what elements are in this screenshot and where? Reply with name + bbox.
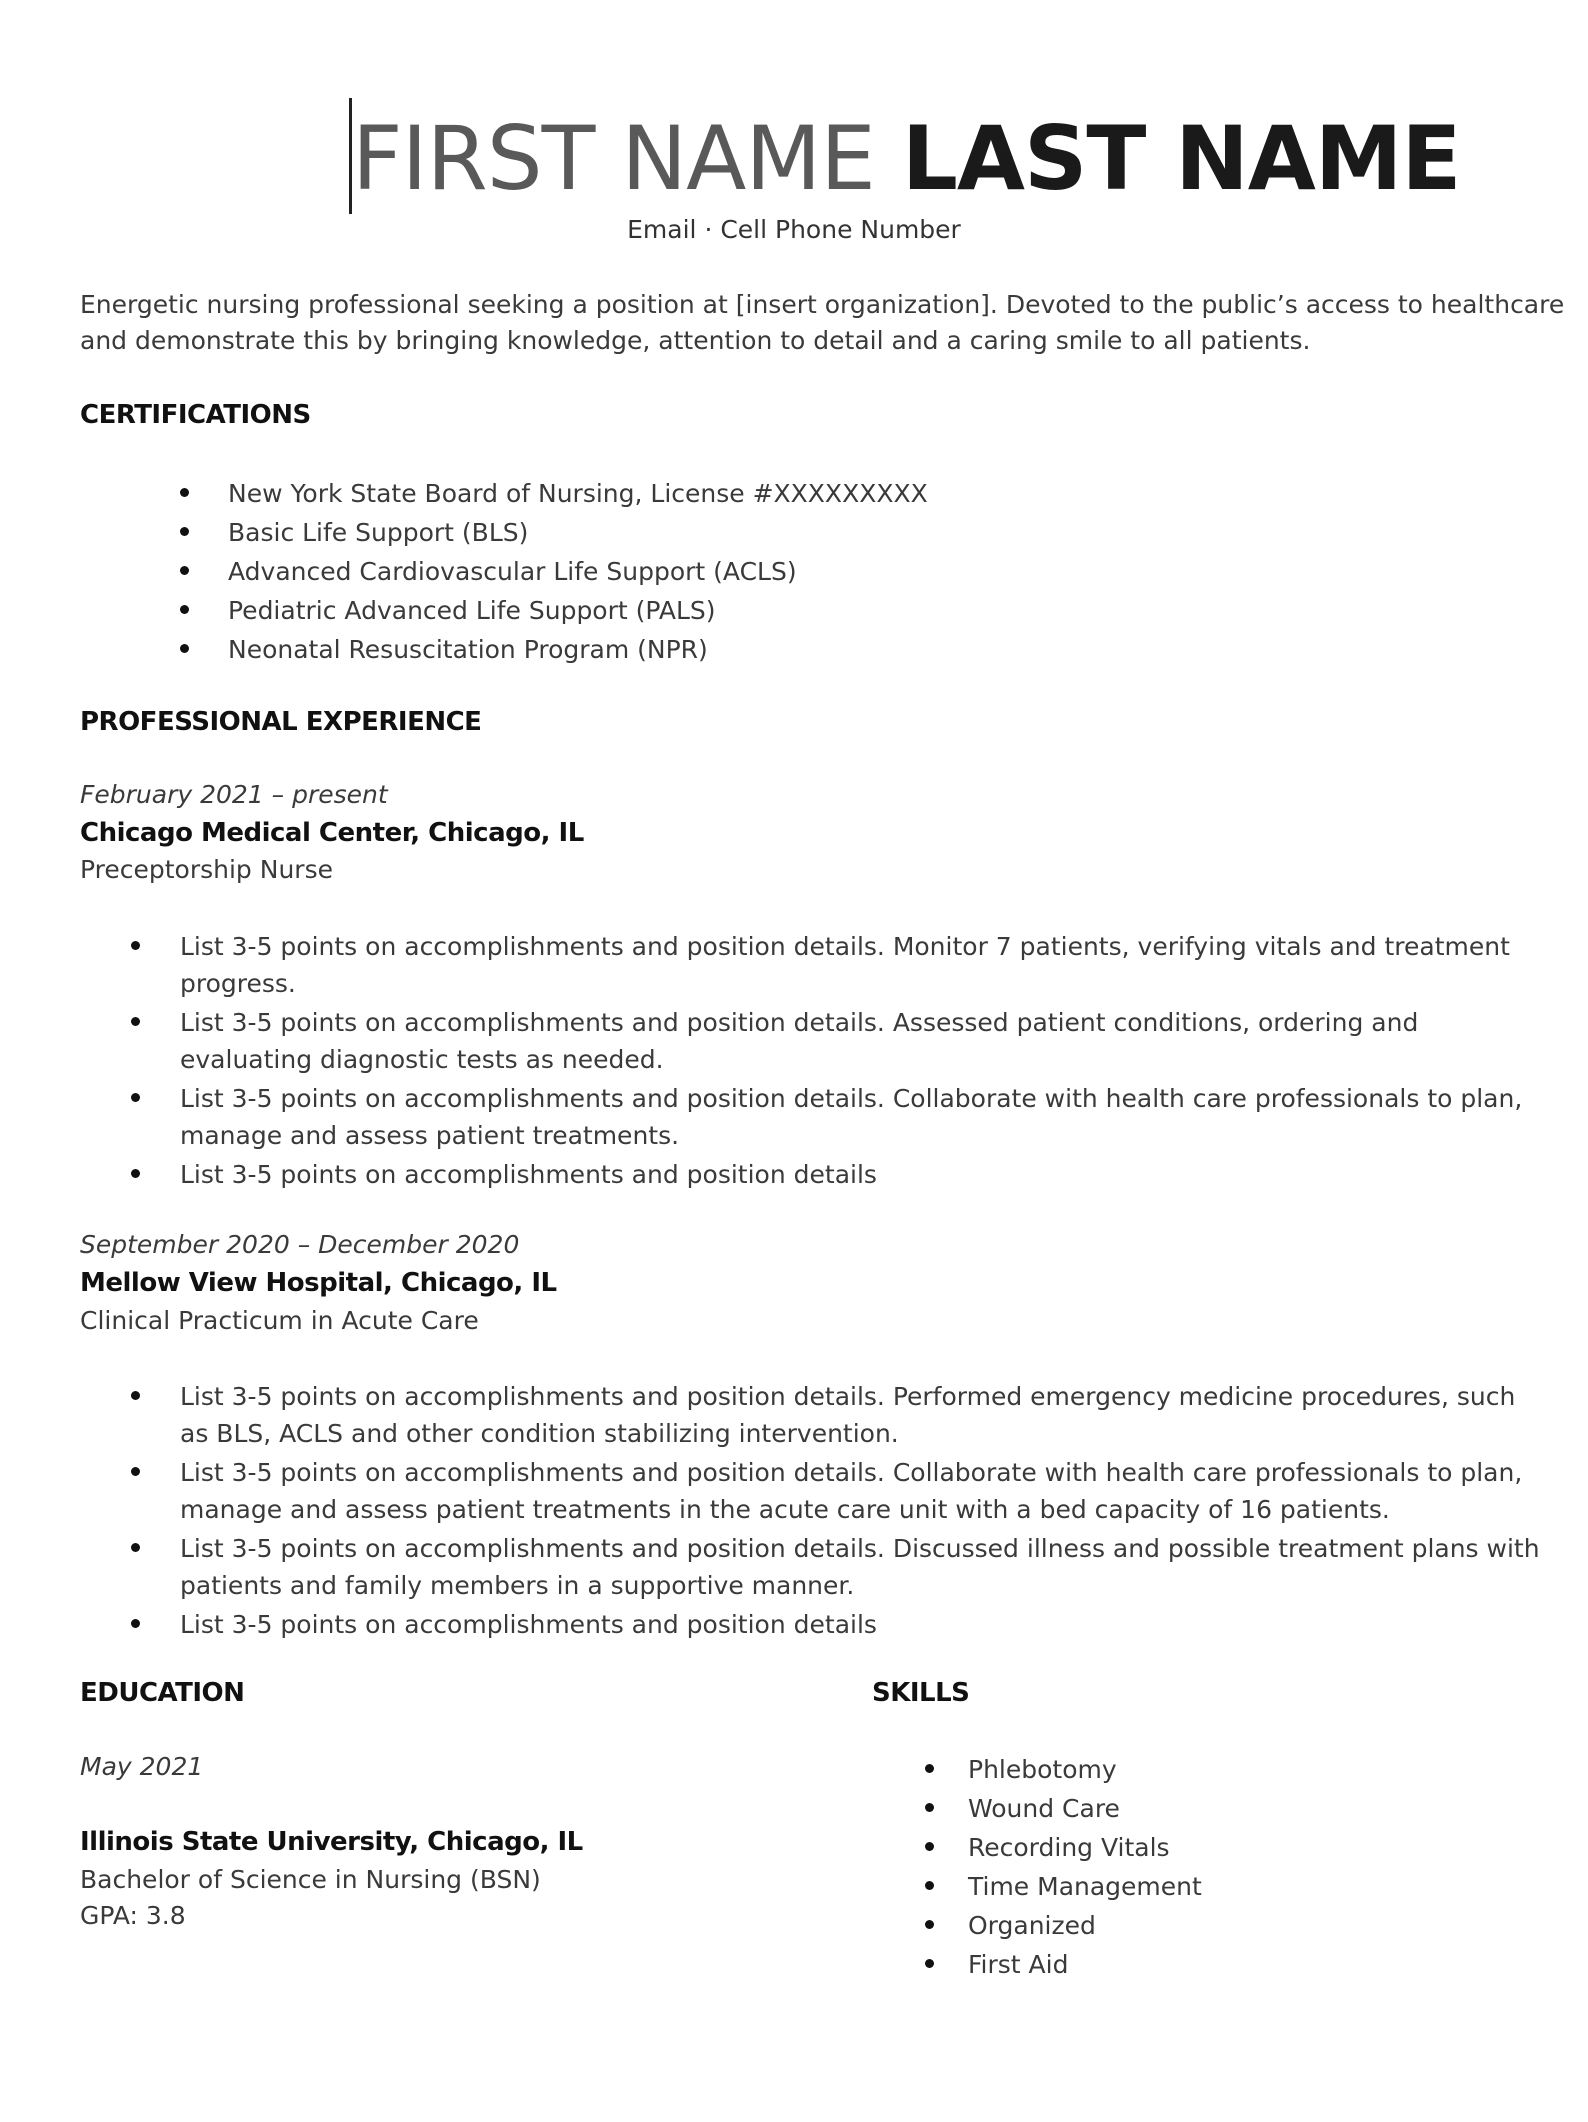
list-item: Advanced Cardiovascular Life Support (ACLS): [180, 552, 1180, 591]
bullet-icon: [131, 1017, 140, 1026]
job-dates: September 2020 – December 2020: [80, 1230, 520, 1259]
bullet-icon: [180, 566, 189, 575]
bullet-icon: [131, 1169, 140, 1178]
education-school: Illinois State University, Chicago, IL: [80, 1827, 583, 1857]
job-role: Preceptorship Nurse: [80, 855, 333, 884]
bullet-icon: [925, 1920, 934, 1929]
bullet-icon: [131, 1619, 140, 1628]
education-degree: Bachelor of Science in Nursing (BSN): [80, 1865, 541, 1894]
list-item: Neonatal Resuscitation Program (NPR): [180, 630, 1180, 669]
bullet-icon: [131, 1467, 140, 1476]
bullet-icon: [131, 1543, 140, 1552]
summary-paragraph: Energetic nursing professional seeking a position at [insert organization]. Devoted to the public’s access to healthcare and demonstrate this by bringing knowledge, attention to detail and a caring smile to all patients.: [80, 290, 1565, 355]
list-item: List 3-5 points on accomplishments and position details. Assessed patient conditions, ordering and evaluating diagnostic tests as needed.: [126, 1004, 1546, 1078]
job-bullets: [126, 1378, 1546, 1645]
list-item: Wound Care: [920, 1789, 1520, 1828]
list-item: List 3-5 points on accomplishments and position details. Performed emergency medicine procedures, such as BLS, ACLS and other condition stabilizing intervention.: [126, 1378, 1546, 1452]
experience-heading: PROFESSIONAL EXPERIENCE: [80, 707, 482, 737]
education-gpa: GPA: 3.8: [80, 1901, 186, 1930]
skills-heading: SKILLS: [872, 1678, 970, 1708]
bullet-icon: [925, 1764, 934, 1773]
bullet-icon: [131, 1391, 140, 1400]
list-item: List 3-5 points on accomplishments and position details. Monitor 7 patients, verifying vitals and treatment progress.: [126, 928, 1546, 1002]
skills-list: [920, 1750, 1520, 1984]
list-item: Basic Life Support (BLS): [180, 513, 1180, 552]
bullet-icon: [180, 605, 189, 614]
education-heading: EDUCATION: [80, 1678, 245, 1708]
list-item: Recording Vitals: [920, 1828, 1520, 1867]
bullet-icon: [925, 1803, 934, 1812]
list-item: Organized: [920, 1906, 1520, 1945]
name-heading[interactable]: [352, 104, 1502, 214]
list-item: List 3-5 points on accomplishments and position details: [126, 1156, 1546, 1193]
list-item: New York State Board of Nursing, License #XXXXXXXXX: [180, 474, 1180, 513]
last-name: LAST NAME: [901, 107, 1461, 210]
list-item: Pediatric Advanced Life Support (PALS): [180, 591, 1180, 630]
list-item: Time Management: [920, 1867, 1520, 1906]
bullet-icon: [131, 941, 140, 950]
education-date: May 2021: [80, 1752, 204, 1781]
list-item: List 3-5 points on accomplishments and position details. Collaborate with health care professionals to plan, manage and assess patient treatments in the acute care unit with a bed capacity of 16 patients.: [126, 1454, 1546, 1528]
job-role: Clinical Practicum in Acute Care: [80, 1306, 479, 1335]
list-item: Phlebotomy: [920, 1750, 1520, 1789]
list-item: List 3-5 points on accomplishments and position details. Collaborate with health care professionals to plan, manage and assess patient treatments.: [126, 1080, 1546, 1154]
list-item: List 3-5 points on accomplishments and position details. Discussed illness and possible treatment plans with patients and family members in a supportive manner.: [126, 1530, 1546, 1604]
job-dates: February 2021 – present: [80, 780, 388, 809]
bullet-icon: [925, 1881, 934, 1890]
job-organization: Chicago Medical Center, Chicago, IL: [80, 818, 584, 848]
certifications-heading: CERTIFICATIONS: [80, 400, 311, 430]
job-bullets: [126, 928, 1546, 1195]
contact-line: Email · Cell Phone Number: [627, 215, 961, 244]
certifications-list: [180, 474, 1180, 669]
list-item: List 3-5 points on accomplishments and position details: [126, 1606, 1546, 1643]
list-item: First Aid: [920, 1945, 1520, 1984]
bullet-icon: [180, 644, 189, 653]
bullet-icon: [925, 1959, 934, 1968]
bullet-icon: [925, 1842, 934, 1851]
bullet-icon: [131, 1093, 140, 1102]
bullet-icon: [180, 527, 189, 536]
first-name: FIRST NAME: [352, 107, 875, 210]
job-organization: Mellow View Hospital, Chicago, IL: [80, 1268, 557, 1298]
bullet-icon: [180, 488, 189, 497]
